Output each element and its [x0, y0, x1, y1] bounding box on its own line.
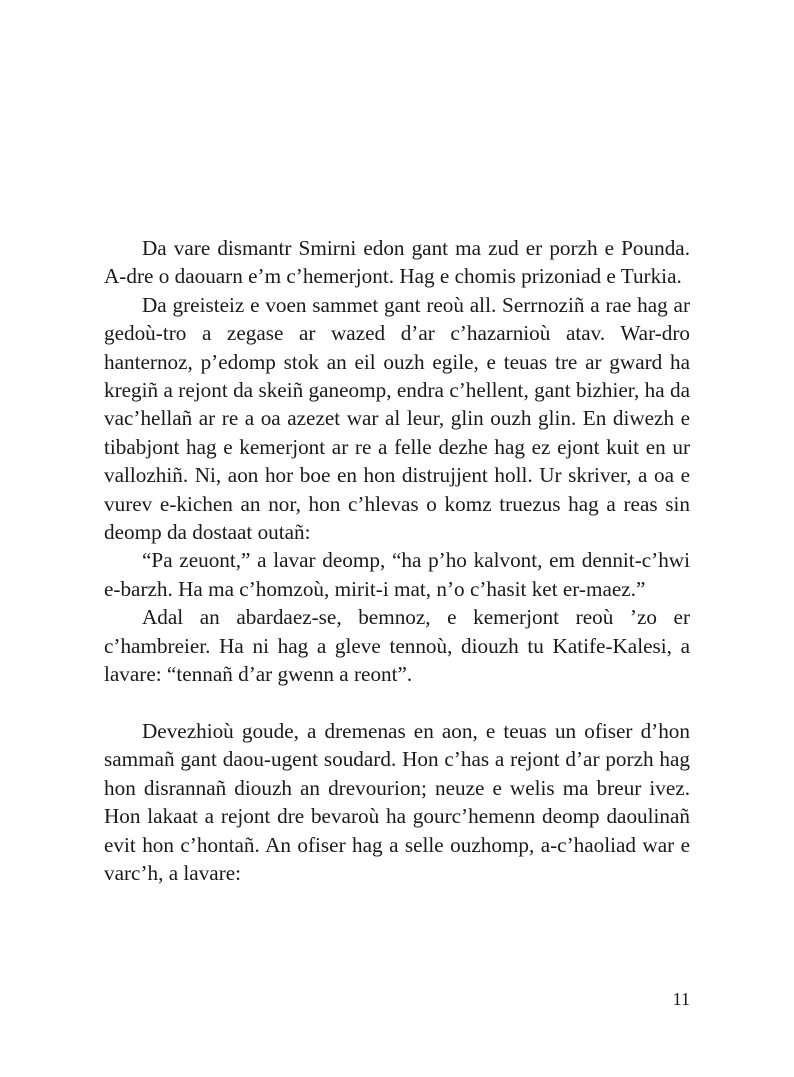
paragraph: Devezhioù goude, a dremenas en aon, e teuas un ofiser d’hon sammañ gant daou-ugent soudard. Hon c’has a rejont d’ar porzh hag hon disrannañ diouzh an drevourion; neuze e welis ma breur ivez. Hon lakaat a rejont dre bevaroù ha gourc’hemenn deomp daoulinañ evit hon c’hontañ. An ofiser hag a selle ouzhomp, a-c’haoliad war e varc’h, a lavare: — [104, 718, 690, 885]
paragraph: Da greisteiz e voen sammet gant reoù all. Serrnoziñ a rae hag ar gedoù-tro a zegase ar wazed d’ar c’hazarnioù atav. War-dro hanternoz, p’edomp stok an eil ouzh egile, e teuas tre ar gward ha kregiñ a rejont da skeiñ ganeomp, endra c’hellent, gant bizhier, ha da vac’hellañ ar re a oa azezet war al leur, glin ouzh glin. En diwezh e tibabjont hag e kemerjont ar re a felle dezhe hag ez ejont kuit en ur vallozhiñ. Ni, aon hor boe en hon distrujjent holl. Ur skriver, a oa e vurev e-kichen an nor, hon c’hlevas o komz truezus hag a reas sin deomp da dostaat outañ: — [104, 292, 690, 545]
page-number: 11 — [672, 989, 690, 1009]
paragraph: Da vare dismantr Smirni edon gant ma zud er porzh e Pounda. A-dre o daouarn e’m c’hemerjont. Hag e chomis prizoniad e Turkia. — [104, 236, 690, 289]
paragraph: “Pa zeuont,” a lavar deomp, “ha p’ho kalvont, em dennit-c’hwi e-barzh. Ha ma c’homzoù, mirit-i mat, n’o c’hasit ket er-maez.” — [104, 548, 690, 601]
paragraph: Adal an abardaez-se, bemnoz, e kemerjont reoù ’zo er c’hambreier. Ha ni hag a gleve tennoù, diouzh tu Katife-Kalesi, a lavare: “tennañ d’ar gwenn a reont”. — [104, 605, 690, 687]
section-break — [104, 689, 690, 717]
page-body-text — [104, 234, 690, 887]
